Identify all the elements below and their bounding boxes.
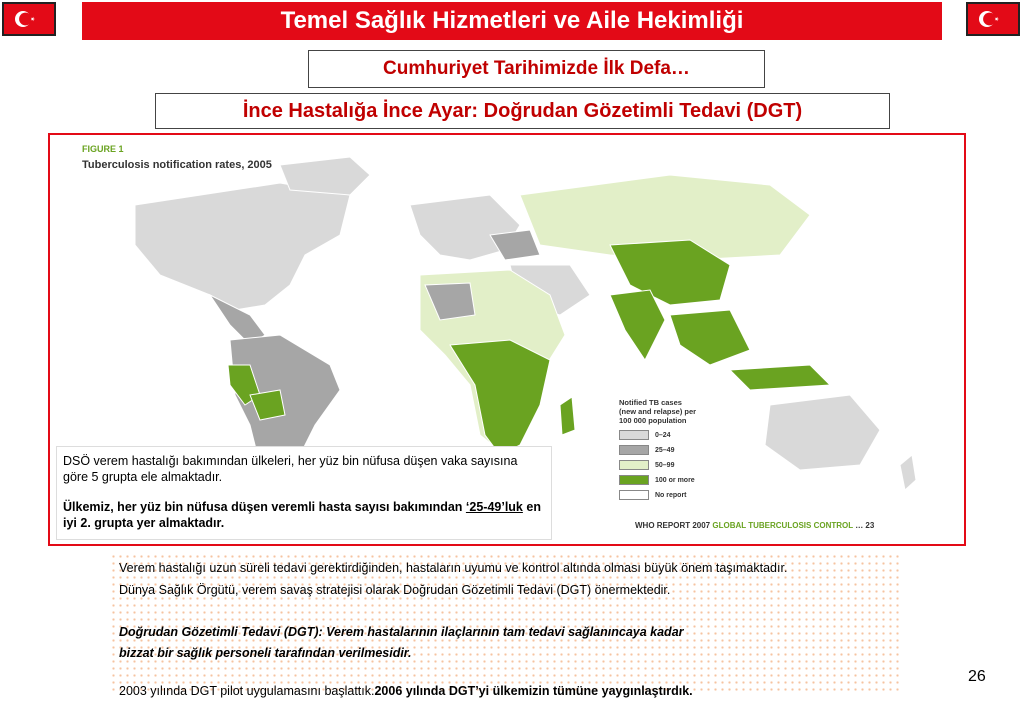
- note-box: [56, 446, 552, 540]
- map-eastern-europe: [490, 230, 540, 260]
- dgt-definition: Doğrudan Gözetimli Tedavi (DGT): Verem hastalarının ilaçlarının tam tedavi sağlanıncaya kadar: [119, 625, 684, 639]
- map-indonesia: [730, 365, 830, 390]
- legend-item: 0–24: [619, 430, 671, 442]
- page-number: 26: [968, 668, 986, 685]
- note-highlight: Ülkemiz, her yüz bin nüfusa düşen veremli hasta sayısı bakımından ‘25-49’luk en iyi 2. grupta yer almaktadır.: [63, 500, 541, 530]
- map-sub-saharan-africa: [450, 340, 550, 455]
- dgt-definition: bizzat bir sağlık personeli tarafından verilmesidir.: [119, 646, 412, 660]
- report-footer: WHO REPORT 2007 GLOBAL TUBERCULOSIS CONTROL … 23: [635, 521, 875, 530]
- turkish-flag-left: [2, 2, 56, 36]
- tb-map-figure: [48, 133, 966, 546]
- map-north-america: [135, 183, 350, 310]
- legend-item: 50–99: [619, 460, 674, 472]
- legend-swatch: [619, 490, 649, 500]
- info-text: Verem hastalığı uzun süreli tedavi gerektirdiğinden, hastaların uyumu ve kontrol altında olması büyük önem taşımaktadır.: [119, 561, 788, 575]
- legend-swatch: [619, 475, 649, 485]
- crescent-star-icon: [968, 4, 1018, 34]
- legend-swatch: [619, 460, 649, 470]
- info-text: 2003 yılında DGT pilot uygulamasını başlattık.2006 yılında DGT’yi ülkemizin tümüne yaygınlaştırdık.: [119, 684, 693, 698]
- map-india: [610, 290, 665, 360]
- map-australia: [765, 395, 880, 470]
- figure-label: FIGURE 1: [82, 144, 124, 154]
- legend-item: 100 or more: [619, 475, 695, 487]
- turkish-flag-right: [966, 2, 1020, 36]
- note-text: DSÖ verem hastalığı bakımından ülkeleri, her yüz bin nüfusa düşen vaka sayısına göre 5 grupta ele almaktadır.: [63, 454, 518, 484]
- legend-item: 25–49: [619, 445, 674, 457]
- info-text: Dünya Sağlık Örgütü, verem savaş stratejisi olarak Doğrudan Gözetimli Tedavi (DGT) önermektedir.: [119, 583, 671, 597]
- legend-item: No report: [619, 490, 687, 502]
- figure-title: Tuberculosis notification rates, 2005: [82, 159, 272, 171]
- map-madagascar: [560, 397, 575, 435]
- section-heading: İnce Hastalığa İnce Ayar: Doğrudan Gözetimli Tedavi (DGT): [155, 93, 890, 129]
- map-new-zealand: [900, 455, 916, 490]
- legend-swatch: [619, 445, 649, 455]
- crescent-star-icon: [4, 4, 54, 34]
- map-greenland: [280, 157, 370, 195]
- page-title: Temel Sağlık Hizmetleri ve Aile Hekimliği: [82, 2, 942, 40]
- map-southeast-asia: [670, 310, 750, 365]
- subtitle-box: Cumhuriyet Tarihimizde İlk Defa…: [308, 50, 765, 88]
- info-panel: [110, 553, 902, 698]
- legend-title: Notified TB cases (new and relapse) per 100 000 population: [619, 398, 697, 425]
- legend-swatch: [619, 430, 649, 440]
